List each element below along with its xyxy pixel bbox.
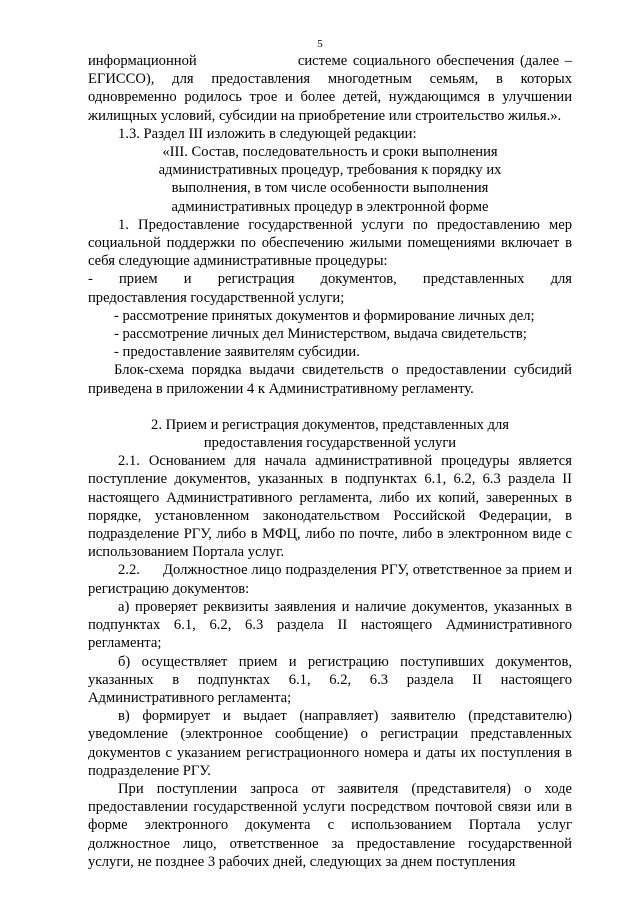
paragraph-section-3-edit: 1.3. Раздел III изложить в следующей редакции:	[118, 125, 417, 142]
page-number: 5	[317, 38, 323, 50]
paragraph-procedures-intro: 1. Предоставление государственной услуги по предоставлению мер социальной поддержки по обеспечению жилыми помещениями включает в себя следующие административные процедуры:	[88, 216, 572, 270]
paragraph-egisso: информационной системе социального обеспечения (далее – ЕГИССО), для предоставления многодетным семьям, в которых одновременно родилось трое и более детей, нуждающимся в улучшении жилищных условий, субсидии на приобретение или строительство жилья.».	[88, 53, 576, 124]
paragraph-2-1: 2.1. Основанием для начала административной процедуры является поступление документов, указанных в подпунктах 6.1, 6.2, 6.3 раздела II настоящего Административного регламента, либо их копий, заверенных в порядке, установленном законодательством Российской Федерации, в подразделение РГУ, либо в МФЦ, либо по почте, либо в электронном виде с использованием Портала услуг.	[88, 453, 572, 561]
list-item-subsidy: - предоставление заявителям субсидии.	[114, 344, 360, 361]
section-3-heading-line-1: «III. Состав, последовательность и сроки выполнения	[162, 144, 498, 161]
list-item-review-documents: - рассмотрение принятых документов и формирование личных дел;	[114, 307, 535, 324]
section-3-heading-line-3: выполнения, в том числе особенности выполнения	[171, 180, 489, 197]
paragraph-2-2-v: в) формирует и выдает (направляет) заявителю (представителю) уведомление (электронное сообщение) о регистрации представленных документов с указанием регистрационного номера и даты их поступления в подразделение РГУ.	[88, 708, 572, 779]
document-body	[88, 52, 576, 871]
section-3-heading-line-2: административных процедур, требования к порядку их	[158, 162, 502, 179]
spacer	[88, 398, 572, 416]
list-item-reception: - прием и регистрация документов, представленных для предоставления государственной услуги;	[88, 271, 576, 306]
paragraph-2-2-a: а) проверяет реквизиты заявления и наличие документов, указанных в подпунктах 6.1, 6.2, 6.3 раздела II настоящего Административного регламента;	[88, 598, 572, 652]
section-2-heading-line-1: 2. Прием и регистрация документов, представленных для	[151, 416, 509, 433]
paragraph-flowchart: Блок-схема порядка выдачи свидетельств о предоставлении субсидий приведена в приложении 4 к Административному регламенту.	[88, 362, 572, 397]
paragraph-2-2-b: б) осуществляет прием и регистрацию поступивших документов, указанных в подпунктах 6.1, 6.2, 6.3 раздела II настоящего Административного регламента;	[88, 653, 572, 706]
section-3-heading-line-4: административных процедур в электронной форме	[171, 198, 489, 215]
paragraph-2-2: 2.2. Должностное лицо подразделения РГУ, ответственное за прием и регистрацию документов:	[88, 562, 576, 597]
section-2-heading-line-2: предоставления государственной услуги	[203, 435, 457, 452]
paragraph-request-status: При поступлении запроса от заявителя (представителя) о ходе предоставлении государственной услуги посредством почтовой связи или в форме электронного документа с использованием Портала услуг должностное лицо, ответственное за предоставление государственной услуги, не позднее 3 рабочих дней, следующих за днем поступления	[88, 780, 572, 870]
list-item-review-files: - рассмотрение личных дел Министерством, выдача свидетельств;	[114, 326, 527, 343]
